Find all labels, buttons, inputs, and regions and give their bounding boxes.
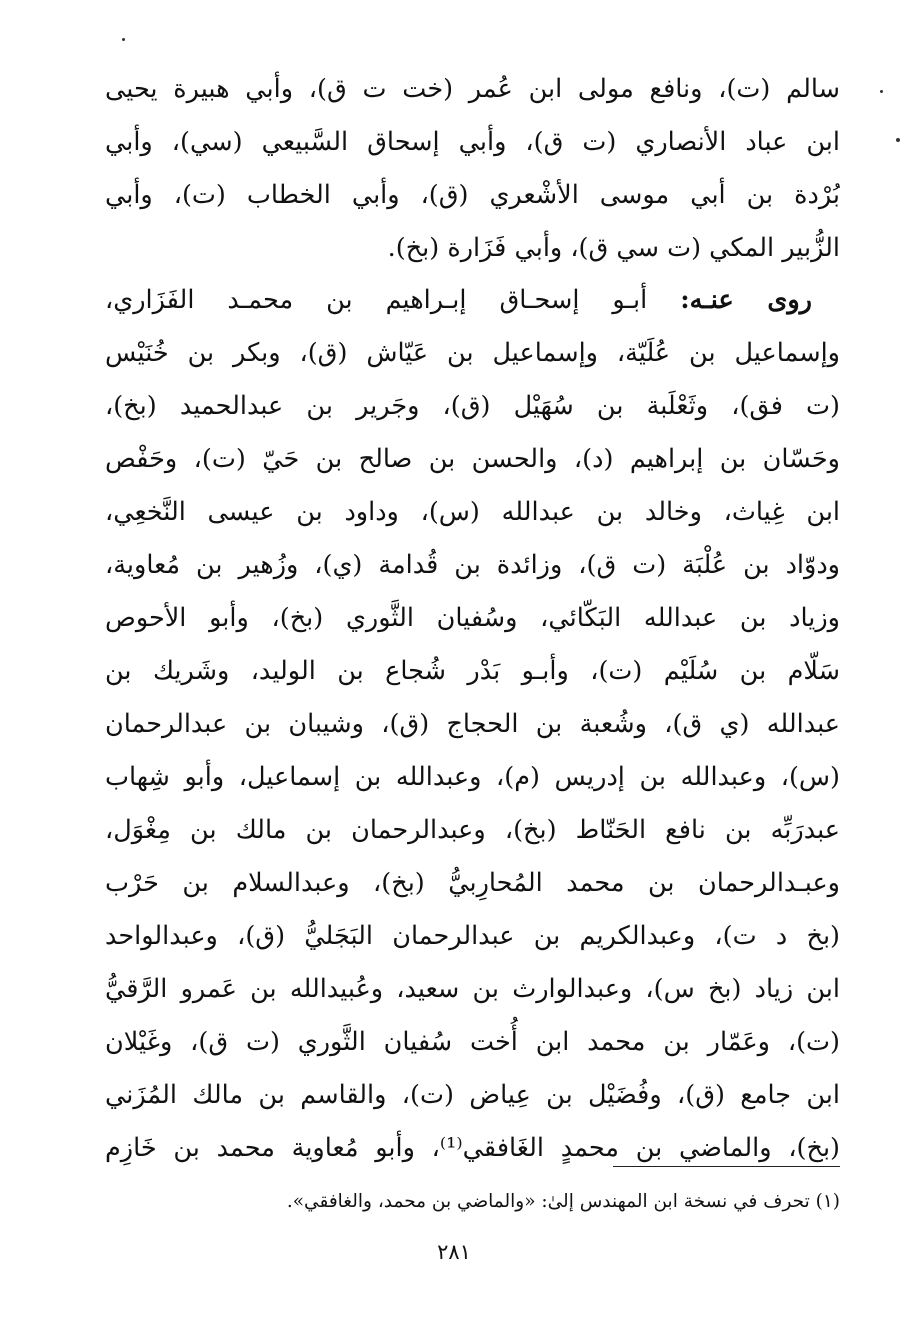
text-line: عبدالله (ي ق)، وشُعبة بن الحجاج (ق)، وشيبان بن عبدالرحمان (105, 709, 840, 739)
text-line: (بخ)، والماضي بن محمدٍ الغَافقي⁽¹⁾، وأبو مُعاوية محمد بن خَازِم (105, 1133, 840, 1163)
text-line (105, 274, 840, 327)
scan-speck (122, 38, 125, 41)
text-line: وإسماعيل بن عُلَيّة، وإسماعيل بن عَيّاش (ق)، وبكر بن خُنَيْس (105, 338, 840, 368)
scan-speck (880, 90, 883, 93)
text-line-rest: أبـو إسحـاق إبـراهيم بن محمـد الفَزَاري، (105, 285, 681, 315)
footnote: (١) تحرف في نسخة ابن المهندس إلىٰ: «والماضي بن محمد، والغافقي». (286, 1191, 840, 1212)
text-line: وحَسّان بن إبراهيم (د)، والحسن بن صالح بن حَيّ (ت)، وحَفْص (105, 444, 840, 474)
text-line: ودوّاد بن عُلْبَة (ت ق)، وزائدة بن قُدامة (ي)، وزُهير بن مُعاوية، (105, 550, 840, 580)
text-line: سالم (ت)، ونافع مولى ابن عُمر (خت ت ق)، وأبي هبيرة يحيى (105, 74, 840, 104)
scan-speck (896, 138, 900, 142)
text-line: بُرْدة بن أبي موسى الأشْعري (ق)، وأبي الخطاب (ت)، وأبي (105, 180, 840, 210)
footnote-separator (613, 1166, 840, 1167)
text-line: (ت)، وعَمّار بن محمد ابن أُخت سُفيان الثَّوري (ت ق)، وغَيْلان (105, 1027, 840, 1057)
text-line: سَلّام بن سُلَيْم (ت)، وأبـو بَدْر شُجاع بن الوليد، وشَريك بن (105, 656, 840, 686)
narrators-paragraph (105, 274, 840, 1175)
text-line: ابن عباد الأنصاري (ت ق)، وأبي إسحاق السَّبيعي (سي)، وأبي (105, 127, 840, 157)
text-line: الزُّبير المكي (ت سي ق)، وأبي فَزَارة (بخ). (387, 233, 840, 263)
text-line: (س)، وعبدالله بن إدريس (م)، وعبدالله بن إسماعيل، وأبو شِهاب (105, 762, 840, 792)
text-line: وزياد بن عبدالله البَكّائي، وسُفيان الثَّوري (بخ)، وأبو الأحوص (105, 603, 840, 633)
page-number: ٢٨١ (437, 1240, 471, 1264)
text-line: (بخ د ت)، وعبدالكريم بن عبدالرحمان البَجَليُّ (ق)، وعبدالواحد (105, 921, 840, 951)
text-line: ابن جامع (ق)، وفُضَيْل بن عِياض (ت)، والقاسم بن مالك المُزَني (105, 1080, 840, 1110)
text-line: ابن زياد (بخ س)، وعبدالوارث بن سعيد، وعُبيدالله بن عَمرو الرَّقيُّ (105, 974, 840, 1004)
text-line: عبدرَبِّه بن نافع الحَنّاط (بخ)، وعبدالرحمان بن مالك بن مِغْوَل، (105, 815, 840, 845)
text-line: وعبـدالرحمان بن محمد المُحارِبيُّ (بخ)، وعبدالسلام بن حَرْب (105, 868, 840, 898)
teachers-paragraph-continued (105, 63, 840, 275)
text-line: (ت فق)، وثَعْلَبة بن سُهَيْل (ق)، وجَرير بن عبدالحميد (بخ)، (105, 391, 840, 421)
text-line: ابن غِياث، وخالد بن عبدالله (س)، وداود بن عيسى النَّخعِي، (105, 497, 840, 527)
section-heading-narrated-from-him: روى عنـه: (680, 285, 812, 315)
